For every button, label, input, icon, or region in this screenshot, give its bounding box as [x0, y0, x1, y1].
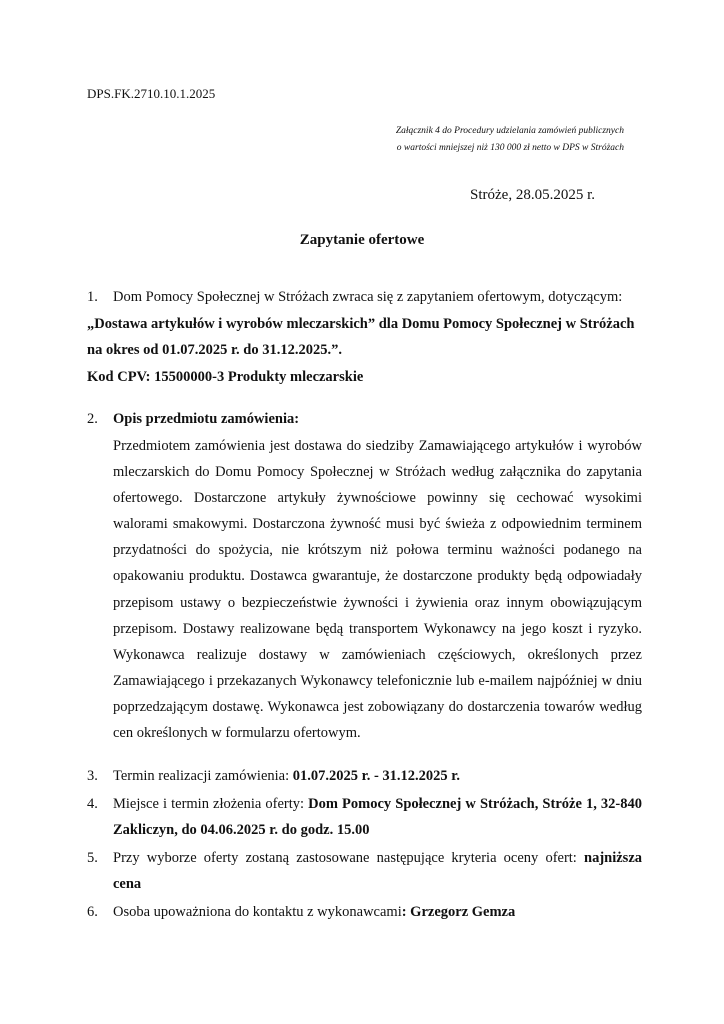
section-2-number: 2.: [87, 411, 98, 427]
section-1-intro: Dom Pomocy Społecznej w Stróżach zwraca się z zapytaniem ofertowym, dotyczącym:: [113, 289, 623, 305]
item-label: Miejsce i termin złożenia oferty:: [113, 796, 309, 812]
item-value: 01.07.2025 r. - 31.12.2025 r.: [292, 768, 461, 784]
list-item-text: [113, 845, 642, 897]
subject-line-2: na okres od 01.07.2025 r. do 31.12.2025.”.: [87, 342, 342, 358]
document-title: Zapytanie ofertowe: [299, 232, 425, 248]
list-item-text: [113, 791, 642, 843]
section-1-number: 1.: [87, 289, 98, 305]
list-item-text: [113, 899, 642, 925]
list-item: [87, 845, 642, 897]
section-1: [87, 284, 642, 390]
list-item-number: 6.: [87, 904, 98, 920]
section-2-heading: Opis przedmiotu zamówienia:: [113, 411, 300, 427]
section-2-body: Przedmiotem zamówienia jest dostawa do siedziby Zamawiającego artykułów i wyrobów mleczarskich do Domu Pomocy Społecznej w Stróżach według załącznika do zapytania ofertowego. Dostarczone artykuły żywnościowe powinny się cechować wysokimi walorami smakowymi. Dostarczona żywność musi być świeża z odpowiednim terminem przydatności do spożycia, nie krótszym niż połowa terminu ważności podanego na opakowaniu produktu. Dostawca gwarantuje, że dostarczone produkty będą odpowiadały przepisom ustawy o bezpieczeństwie żywności i żywienia oraz innym obowiązującym przepisom. Dostawy realizowane będą transportem Wykonawcy na jego koszt i ryzyko. Wykonawca realizuje dostawy w zamówieniach częściowych, określonych przez Zamawiającego i przekazanych Wykonawcy telefonicznie lub e-mailem najpóźniej w dniu poprzedzającym dostawę. Wykonawca jest zobowiązany do dostarczenia towarów według cen określonych w formularzu ofertowym.: [113, 438, 642, 742]
list-item-number: 3.: [87, 768, 98, 784]
item-label: Osoba upoważniona do kontaktu z wykonawcami: [113, 904, 402, 920]
list-item-number: 4.: [87, 796, 98, 812]
list-item: [87, 899, 642, 925]
annex-line-2: o wartości mniejszej niż 130 000 zł netto w DPS w Stróżach: [396, 143, 624, 153]
item-value: Dom Pomocy Społecznej w Stróżach, Stróże 1, 32-840 Zakliczyn, do 04.06.2025 r. do godz. 15.00: [113, 796, 643, 838]
list-item-number: 5.: [87, 850, 98, 866]
item-label: Przy wyborze oferty zostaną zastosowane następujące kryteria oceny ofert:: [113, 850, 584, 866]
subject-line-1: „Dostawa artykułów i wyrobów mleczarskich” dla Domu Pomocy Społecznej w Stróżach: [87, 315, 635, 332]
list-item: [87, 791, 642, 843]
place-and-date: Stróże, 28.05.2025 r.: [470, 187, 595, 203]
list-item-text: [113, 763, 642, 789]
numbered-list: [87, 763, 642, 927]
annex-note: [396, 123, 624, 157]
cpv-code: Kod CPV: 15500000-3 Produkty mleczarskie: [87, 368, 364, 385]
item-label: Termin realizacji zamówienia:: [113, 768, 293, 784]
section-2: [87, 408, 642, 746]
reference-number: DPS.FK.2710.10.1.2025: [87, 86, 216, 101]
annex-line-1: Załącznik 4 do Procedury udzielania zamówień publicznych: [395, 126, 624, 136]
item-value: : Grzegorz Gemza: [401, 904, 516, 920]
section-1-intro-row: [87, 284, 642, 311]
section-2-heading-row: [87, 408, 642, 430]
list-item: [87, 763, 642, 789]
item-value: najniższa cena: [113, 850, 642, 892]
